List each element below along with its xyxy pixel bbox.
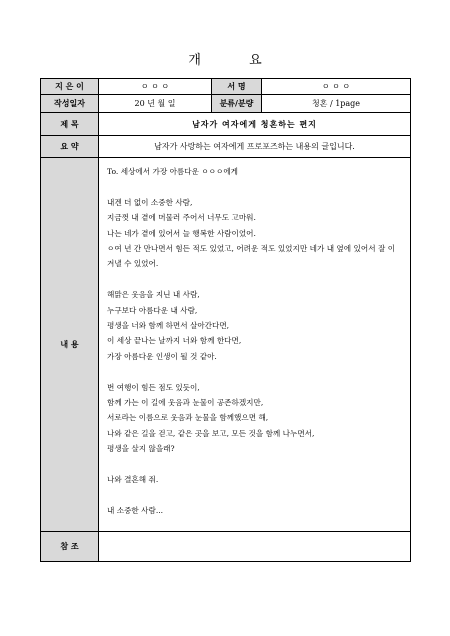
summary-label: 요 약 (41, 136, 99, 158)
subject-label: 제 목 (41, 113, 99, 136)
letter-line: 평생을 살지 않을래? (107, 444, 175, 454)
letter-line: 해맑은 웃음을 지닌 내 사람, (107, 290, 200, 300)
letter-line (107, 179, 402, 194)
letter-text (107, 164, 402, 518)
signature-label: 서 명 (212, 79, 262, 95)
letter-line: 이 세상 끝나는 날까지 너와 함께 한다면, (107, 336, 242, 346)
date-label: 작성일자 (41, 95, 99, 113)
letter-line: To. 세상에서 가장 아름다운 ㅇㅇㅇ에게 (107, 167, 239, 176)
letter-line (107, 456, 402, 471)
content-label: 내 용 (41, 158, 99, 532)
letter-line: 서로라는 이름으로 웃음과 눈물을 함께했으면 해, (107, 413, 269, 423)
signature-value: ㅇ ㅇ ㅇ (262, 79, 411, 95)
letter-line: 평생을 너와 함께 하면서 살아간다면, (107, 320, 230, 330)
category-label: 분류/분량 (212, 95, 262, 113)
letter-line (107, 272, 402, 287)
letter-line: 가장 아름다운 인생이 될 것 같아. (107, 351, 217, 361)
summary-value: 남자가 사랑하는 여자에게 프로포즈하는 내용의 글입니다. (99, 136, 411, 158)
reference-label: 참 조 (41, 532, 99, 562)
letter-line: 내 소중한 사람... (107, 505, 164, 515)
letter-line: 누구보다 아름다운 내 사람, (107, 305, 198, 315)
letter-line: 내겐 더 없이 소중한 사람, (107, 197, 193, 207)
author-value: ㅇ ㅇ ㅇ (99, 79, 212, 95)
letter-line: 나와 결혼해 줘. (107, 474, 159, 484)
content-body (99, 158, 411, 532)
document-title: 개 요 (188, 53, 284, 68)
letter-line (107, 487, 402, 502)
letter-line: 함께 가는 이 길에 웃음과 눈물이 공존하겠지만, (107, 397, 264, 407)
letter-line: 번 여행이 힘든 점도 있듯이, (107, 382, 200, 392)
letter-line: 지금껏 내 곁에 머물러 주어서 너무도 고마워. (107, 213, 256, 223)
category-value: 청혼 / 1page (262, 95, 411, 113)
summary-table (40, 78, 411, 562)
subject-value: 남자가 여자에게 청혼하는 편지 (99, 113, 411, 136)
letter-line: ㅇ여 년 간 만나면서 힘든 적도 있었고, 어려운 적도 있었지만 네가 내 옆에 있어서 잘 이겨낼 수 있었어. (107, 243, 396, 269)
reference-value (99, 532, 411, 562)
date-value: 20 년 월 일 (99, 95, 212, 113)
letter-line (107, 364, 402, 379)
author-label: 지 은 이 (41, 79, 99, 95)
letter-line: 나와 같은 길을 걷고, 같은 곳을 보고, 모든 것을 함께 나누면서, (107, 428, 315, 438)
letter-line: 나는 네가 곁에 있어서 늘 행복한 사람이었어. (107, 228, 256, 238)
